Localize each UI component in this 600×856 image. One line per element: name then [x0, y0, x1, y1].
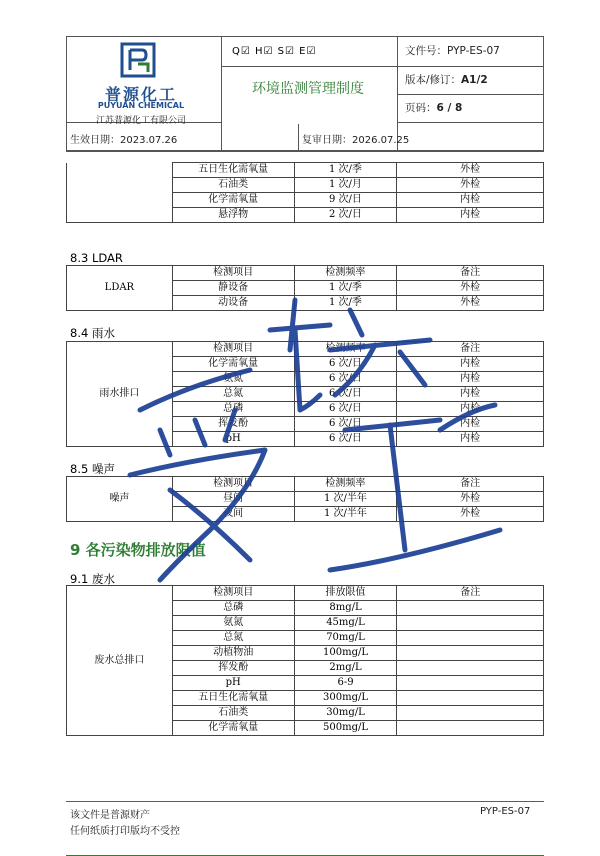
company-full-name: 江苏普源化工有限公司 — [95, 116, 186, 126]
table-header-row: 废水总排口 检测项目 排放限值 备注 — [67, 586, 544, 601]
continued-table — [66, 162, 544, 223]
document-title: 环境监测管理制度 — [252, 81, 364, 97]
version-row — [405, 72, 488, 87]
table-row: 悬浮物 2 次/日 内检 — [67, 208, 544, 223]
company-name-en: PUYUAN CHEMICAL — [97, 101, 185, 110]
table-header-row: LDAR 检测项目 检测频率 备注 — [67, 266, 544, 281]
group-label: LDAR — [67, 266, 173, 311]
table-row: pH 6-9 — [67, 676, 544, 691]
company-logo-icon — [120, 42, 156, 78]
qhse-checkboxes: Q☑ H☑ S☑ E☑ — [232, 46, 317, 57]
table-row: 夜间 1 次/半年 外检 — [67, 507, 544, 522]
table-row: 挥发酚 6 次/日 内检 — [67, 417, 544, 432]
section-8-5-heading: 8.5 噪声 — [70, 462, 115, 476]
section-9-heading: 9 各污染物排放限值 — [70, 541, 206, 559]
footer-doc-number: PYP-ES-07 — [480, 806, 531, 817]
section-8-4-heading: 8.4 雨水 — [70, 326, 115, 340]
wastewater-table — [66, 585, 544, 736]
table-row: 挥发酚 2mg/L — [67, 661, 544, 676]
page-label: 页码： — [405, 102, 437, 114]
table-row: 总磷 8mg/L — [67, 601, 544, 616]
table-row: 动设备 1 次/季 外检 — [67, 296, 544, 311]
version-label: 版本/修订： — [405, 74, 462, 86]
page-value: 6 / 8 — [436, 102, 463, 114]
table-row: 氨氮 6 次/日 内检 — [67, 372, 544, 387]
table-row: 静设备 1 次/季 外检 — [67, 281, 544, 296]
table-row: 总氮 6 次/日 内检 — [67, 387, 544, 402]
table-row: 动植物油 100mg/L — [67, 646, 544, 661]
effective-date: 生效日期：2023.07.26 — [70, 135, 178, 146]
review-date: 复审日期：2026.07.25 — [302, 135, 410, 146]
footer-rule — [66, 801, 544, 802]
table-header-row: 雨水排口 检测项目 检测频率 备注 — [67, 342, 544, 357]
table-row: 化学需氧量 9 次/日 内检 — [67, 193, 544, 208]
controlled-stamp-icon — [100, 290, 520, 590]
group-label: 噪声 — [67, 477, 173, 522]
table-row: 化学需氧量 6 次/日 内检 — [67, 357, 544, 372]
table-row: 石油类 1 次/月 外检 — [67, 178, 544, 193]
table-row: 总磷 6 次/日 内检 — [67, 402, 544, 417]
table-row: 总氮 70mg/L — [67, 631, 544, 646]
group-label: 废水总排口 — [67, 586, 173, 736]
table-row: 昼间 1 次/半年 外检 — [67, 492, 544, 507]
version-value: A1/2 — [461, 74, 488, 86]
file-number: 文件号：PYP-ES-07 — [405, 45, 500, 57]
table-header-row: 噪声 检测项目 检测频率 备注 — [67, 477, 544, 492]
table-row: pH 6 次/日 内检 — [67, 432, 544, 447]
table-row: 五日生化需氧量 1 次/季 外检 — [67, 163, 544, 178]
table-row: 石油类 30mg/L — [67, 706, 544, 721]
table-row: 五日生化需氧量 300mg/L — [67, 691, 544, 706]
section-9-1-heading: 9.1 废水 — [70, 572, 115, 586]
page-row — [405, 100, 462, 115]
table-row: 化学需氧量 500mg/L — [67, 721, 544, 736]
section-8-3-heading: 8.3 LDAR — [70, 251, 123, 265]
footer-property-note: 该文件是普源财产 — [70, 810, 150, 821]
company-name-cn: 普源化工 — [104, 85, 177, 104]
group-label: 雨水排口 — [67, 342, 173, 447]
table-row: 氨氮 45mg/L — [67, 616, 544, 631]
footer-uncontrolled-note: 任何纸质打印版均不受控 — [70, 826, 180, 837]
